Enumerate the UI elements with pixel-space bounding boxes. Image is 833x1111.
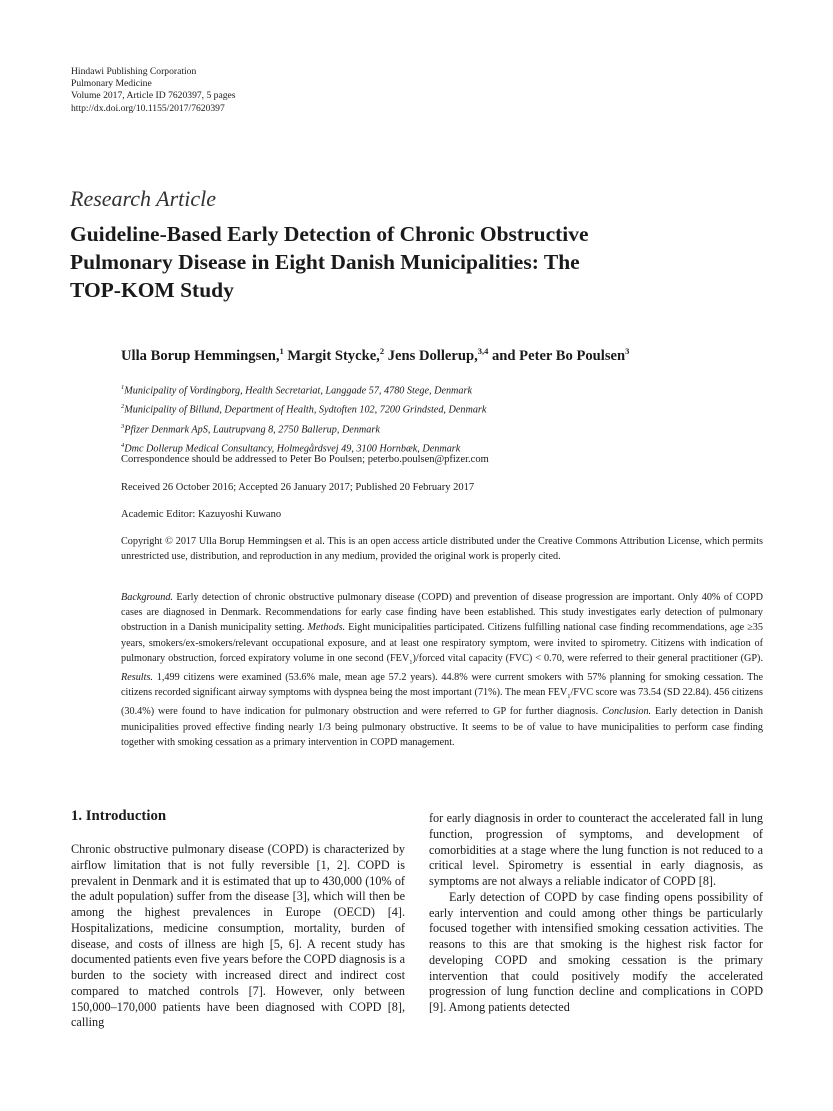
abstract-methods-cont: )/forced vital capacity (FVC) < 0.70, were referred to their general practitioner (GP). [412, 652, 763, 664]
journal-name: Pulmonary Medicine [71, 78, 152, 90]
body-paragraph: Early detection of COPD by case finding opens possibility of early intervention and could among other things be particularly focused together with intensified smoking cessation activities. The reasons to this are that smoking is the highest risk factor for developing COPD and smoking cessation is the primary intervention that could positively modify the accelerated progression of lung function decline and complications in COPD [9]. Among patients detected [429, 889, 763, 1014]
abstract-label-conclusion: Conclusion. [602, 706, 652, 718]
author-name: Jens Dollerup, [384, 347, 478, 364]
affiliation-list [121, 380, 486, 458]
affiliation-text: Pfizer Denmark ApS, Lautrupvang 8, 2750 Ballerup, Denmark [124, 424, 380, 436]
affiliation-number: 2 [121, 403, 125, 411]
doi-link[interactable]: http://dx.doi.org/10.1155/2017/7620397 [71, 102, 225, 114]
affiliation-item [121, 419, 486, 438]
section-heading: 1. Introduction [71, 808, 167, 824]
body-column-left [71, 842, 405, 1031]
subscript: 1 [409, 658, 413, 666]
journal-header [71, 66, 236, 115]
volume-info: Volume 2017, Article ID 7620397, 5 pages [71, 90, 236, 102]
abstract-background: Early detection of chronic obstructive pulmonary disease (COPD) and prevention of disease progression are important. Only 40% of COPD cases are diagnosed in Denmark. Recommendations for early case finding have been established. This study investigates early detection of pulmonary obstruction in a Danish municipality setting. [121, 592, 763, 634]
title-line: TOP-KOM Study [70, 278, 234, 302]
affiliation-item [121, 399, 486, 418]
article-type: Research Article [70, 186, 217, 211]
body-column-right [429, 811, 763, 1016]
title-line: Guideline-Based Early Detection of Chronic Obstructive [70, 222, 589, 246]
academic-editor: Academic Editor: Kazuyoshi Kuwano [121, 509, 282, 520]
title-line: Pulmonary Disease in Eight Danish Municipalities: The [70, 250, 580, 274]
author-affiliation-mark: 1 [279, 346, 284, 356]
abstract-label-methods: Methods. [307, 622, 346, 634]
abstract-results: 1,499 citizens were examined (53.6% male, mean age 57.2 years). 44.8% were current smokers with 57% planning for smoking cessation. The citizens recorded significant airway symptoms with dyspnea being the most important (71%). The mean FEV [121, 672, 763, 699]
author-name: Ulla Borup Hemmingsen, [121, 347, 280, 364]
abstract-conclusion: Early detection in Danish municipalities proved effective finding nearly 1/3 being pulmonary obstructive. It seems to be of value to have municipalities to perform case finding together with smoking cessation as a primary intervention in COPD management. [121, 706, 763, 748]
copyright-notice: Copyright © 2017 Ulla Borup Hemmingsen et al. This is an open access article distributed under the Creative Commons Attribution License, which permits unrestricted use, distribution, and reproduction in any medium, provided the original work is properly cited. [121, 536, 763, 562]
affiliation-text: Municipality of Billund, Department of Health, Sydtoften 102, 7200 Grindsted, Denmark [124, 404, 487, 416]
affiliation-text: Municipality of Vordingborg, Health Secretariat, Langgade 57, 4780 Stege, Denmark [124, 385, 472, 397]
body-paragraph: for early diagnosis in order to counteract the accelerated fall in lung function, progression of symptoms, and development of comorbidities at a stage where the lung function is not reduced to a critical level. Spirometry is essential in early diagnosis, as symptoms are not always a reliable indicator of COPD [8]. [429, 811, 763, 888]
author-affiliation-mark: 2 [379, 346, 385, 356]
publisher-name: Hindawi Publishing Corporation [71, 66, 197, 77]
publication-dates: Received 26 October 2016; Accepted 26 January 2017; Published 20 February 2017 [121, 482, 475, 493]
subscript: 1 [567, 693, 571, 701]
affiliation-number: 4 [121, 442, 125, 450]
author-name: Margit Stycke, [283, 347, 380, 364]
affiliation-item [121, 380, 486, 399]
author-affiliation-mark: 3,4 [477, 346, 489, 356]
author-list [121, 346, 629, 365]
affiliation-number: 1 [121, 384, 125, 391]
affiliation-text: Dmc Dollerup Medical Consultancy, Holmegårdsvej 49, 3100 Hornbæk, Denmark [124, 443, 461, 455]
abstract-methods: Eight municipalities participated. Citizens fulfilling national case finding recommendations, age ≥35 years, smokers/ex-smokers/relevant occupational exposure, and at least one respiratory symptom, were invited to spirometry. Citizens with indication of pulmonary obstruction, forced expiratory volume in one second (FEV [121, 622, 763, 664]
abstract-label-background: Background. [121, 592, 173, 603]
author-name: and Peter Bo Poulsen [488, 347, 626, 364]
abstract [121, 590, 763, 750]
affiliation-number: 3 [121, 422, 125, 430]
article-title [70, 220, 710, 304]
abstract-label-results: Results. [121, 672, 153, 684]
author-affiliation-mark: 3 [625, 346, 630, 356]
abstract-results-cont: /FVC score was 73.54 (SD 22.84). 456 citizens (30.4%) were found to have indication for pulmonary obstruction and were referred to GP for further diagnosis. [121, 687, 763, 718]
body-paragraph: Chronic obstructive pulmonary disease (COPD) is characterized by airflow limitation that is not fully reversible [1, 2]. COPD is prevalent in Denmark and it is estimated that up to 430,000 (10% of the adult population) suffer from the disease [3], which will then be among the highest prevalences in Europe (OECD) [4]. Hospitalizations, medicine consumption, mortality, burden of disease, and costs of illness are high [5, 6]. A recent study has documented patients even five years before the COPD diagnosis is a burden to the society with increased direct and indirect cost compared to matched controls [7]. However, only between 150,000–170,000 patients have been diagnosed with COPD [8], calling [71, 842, 405, 1030]
correspondence-line: Correspondence should be addressed to Peter Bo Poulsen; peterbo.poulsen@pfizer.com [121, 454, 489, 465]
